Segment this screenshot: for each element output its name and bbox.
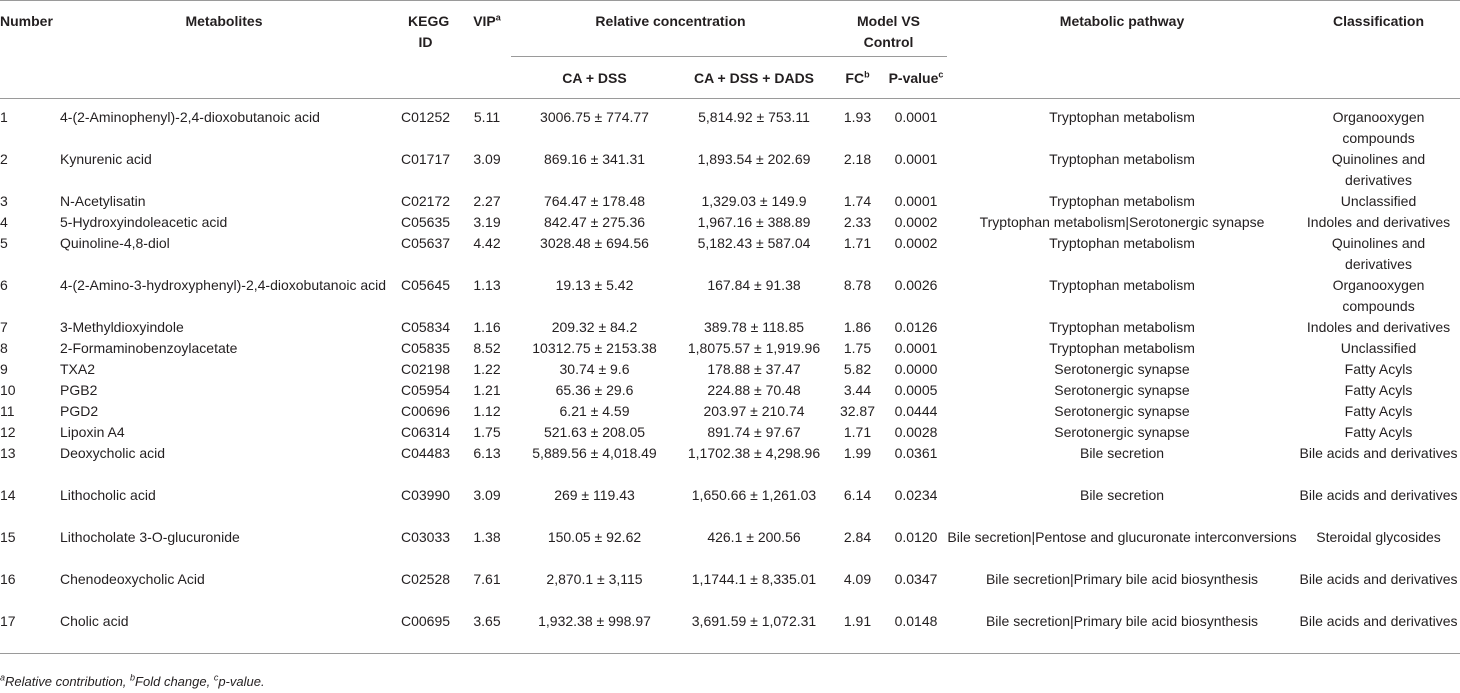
- cell-vip: 5.11: [473, 109, 501, 125]
- table-row: [0, 422, 1460, 443]
- cell-kegg-id: C04483: [400, 445, 451, 461]
- header-ca-dss: CA + DSS: [511, 57, 678, 99]
- cell-ca-dss: 3006.75 ± 774.77: [540, 109, 649, 125]
- header-model-vs-control: Model VS Control: [857, 13, 921, 50]
- cell-ca-dss-dads: 178.88 ± 37.47: [707, 361, 801, 377]
- cell-classification: Steroidal glycosides: [1316, 529, 1441, 545]
- cell-ca-dss: 269 ± 119.43: [554, 487, 635, 503]
- cell-kegg-id: C05635: [400, 214, 451, 230]
- cell-metabolite: PGB2: [60, 382, 98, 398]
- cell-metabolite: TXA2: [60, 361, 96, 377]
- cell-fc: 1.75: [843, 340, 872, 356]
- cell-number: 14: [0, 487, 16, 503]
- cell-metabolite: 3-Methyldioxyindole: [60, 319, 184, 335]
- table-row: [0, 611, 1460, 653]
- cell-ca-dss-dads: 1,8075.57 ± 1,919.96: [687, 340, 821, 356]
- cell-p-value: 0.0126: [894, 319, 938, 335]
- cell-number: 6: [0, 277, 8, 293]
- cell-ca-dss-dads: 1,967.16 ± 388.89: [697, 214, 811, 230]
- cell-ca-dss-dads: 389.78 ± 118.85: [703, 319, 805, 335]
- table-row: [0, 99, 1460, 150]
- cell-pathway: Bile secretion|Primary bile acid biosynthesis: [985, 613, 1259, 629]
- cell-kegg-id: C03990: [400, 487, 451, 503]
- cell-ca-dss: 30.74 ± 9.6: [559, 361, 630, 377]
- cell-fc: 1.74: [843, 193, 872, 209]
- cell-metabolite: Lithocholate 3-O-glucuronide: [60, 529, 240, 545]
- cell-ca-dss: 6.21 ± 4.59: [559, 403, 630, 419]
- table-row: [0, 443, 1460, 485]
- cell-classification: Indoles and derivatives: [1306, 214, 1451, 230]
- cell-fc: 1.91: [843, 613, 872, 629]
- cell-classification: Indoles and derivatives: [1306, 319, 1451, 335]
- cell-ca-dss: 150.05 ± 92.62: [547, 529, 642, 545]
- cell-vip: 3.09: [473, 151, 501, 167]
- cell-fc: 2.84: [843, 529, 872, 545]
- cell-classification: Bile acids and derivatives: [1299, 445, 1458, 461]
- cell-vip: 1.22: [473, 361, 501, 377]
- cell-kegg-id: C00695: [400, 613, 451, 629]
- cell-vip: 1.38: [473, 529, 501, 545]
- cell-vip: 1.75: [473, 424, 501, 440]
- cell-metabolite: Lithocholic acid: [60, 487, 156, 503]
- cell-ca-dss-dads: 5,182.43 ± 587.04: [697, 235, 811, 251]
- cell-p-value: 0.0444: [894, 403, 938, 419]
- cell-number: 10: [0, 382, 16, 398]
- cell-pathway: Serotonergic synapse: [1054, 361, 1190, 377]
- cell-metabolite: Deoxycholic acid: [60, 445, 166, 461]
- table-row: [0, 359, 1460, 380]
- cell-number: 15: [0, 529, 16, 545]
- cell-number: 13: [0, 445, 16, 461]
- cell-kegg-id: C01252: [400, 109, 451, 125]
- cell-classification: Bile acids and derivatives: [1299, 613, 1458, 629]
- cell-classification: Quinolines and derivatives: [1331, 151, 1426, 188]
- cell-number: 9: [0, 361, 8, 377]
- header-metabolic-pathway: Metabolic pathway: [1059, 13, 1185, 29]
- cell-vip: 2.27: [473, 193, 501, 209]
- cell-pathway: Tryptophan metabolism: [1049, 340, 1195, 356]
- cell-fc: 4.09: [843, 571, 872, 587]
- cell-vip: 3.09: [473, 487, 501, 503]
- header-ca-dss-dads: CA + DSS + DADS: [678, 57, 830, 99]
- cell-pathway: Bile secretion: [1079, 487, 1165, 503]
- table-row: [0, 191, 1460, 212]
- cell-classification: Unclassified: [1340, 193, 1417, 209]
- table-header: [0, 1, 1460, 99]
- table-row: [0, 317, 1460, 338]
- cell-fc: 8.78: [843, 277, 872, 293]
- cell-kegg-id: C05954: [400, 382, 451, 398]
- cell-classification: Fatty Acyls: [1344, 361, 1413, 377]
- cell-p-value: 0.0005: [894, 382, 938, 398]
- cell-metabolite: Quinoline-4,8-diol: [60, 235, 170, 251]
- cell-p-value: 0.0001: [894, 151, 938, 167]
- cell-pathway: Tryptophan metabolism|Serotonergic synapse: [979, 214, 1265, 230]
- cell-fc: 1.86: [843, 319, 872, 335]
- cell-fc: 32.87: [839, 403, 876, 419]
- cell-kegg-id: C03033: [400, 529, 451, 545]
- cell-pathway: Tryptophan metabolism: [1049, 277, 1195, 293]
- header-kegg-id: KEGG ID: [408, 13, 450, 50]
- cell-number: 2: [0, 151, 8, 167]
- cell-pathway: Tryptophan metabolism: [1049, 109, 1195, 125]
- cell-fc: 6.14: [843, 487, 872, 503]
- cell-number: 7: [0, 319, 8, 335]
- cell-number: 11: [0, 403, 15, 419]
- cell-fc: 2.18: [843, 151, 872, 167]
- cell-pathway: Tryptophan metabolism: [1049, 319, 1195, 335]
- table-body: [0, 99, 1460, 654]
- cell-kegg-id: C05645: [400, 277, 451, 293]
- table-row: [0, 233, 1460, 275]
- cell-vip: 1.21: [473, 382, 501, 398]
- cell-metabolite: 2-Formaminobenzoylacetate: [60, 340, 238, 356]
- header-vip: VIP$^a$: [473, 12, 501, 29]
- cell-vip: 3.19: [473, 214, 501, 230]
- cell-number: 17: [0, 613, 16, 629]
- cell-classification: Organooxygen compounds: [1332, 277, 1425, 314]
- cell-classification: Fatty Acyls: [1344, 424, 1413, 440]
- cell-p-value: 0.0361: [894, 445, 938, 461]
- cell-ca-dss: 3028.48 ± 694.56: [540, 235, 649, 251]
- cell-ca-dss: 2,870.1 ± 3,115: [546, 571, 643, 587]
- cell-number: 5: [0, 235, 8, 251]
- cell-vip: 6.13: [473, 445, 501, 461]
- table-row: [0, 401, 1460, 422]
- cell-ca-dss: 1,932.38 ± 998.97: [538, 613, 651, 629]
- cell-ca-dss: 10312.75 ± 2153.38: [532, 340, 657, 356]
- cell-ca-dss-dads: 5,814.92 ± 753.11: [698, 109, 810, 125]
- cell-pathway: Serotonergic synapse: [1054, 403, 1190, 419]
- cell-kegg-id: C05637: [400, 235, 451, 251]
- cell-classification: Unclassified: [1340, 340, 1417, 356]
- table-row: [0, 380, 1460, 401]
- cell-number: 12: [0, 424, 16, 440]
- cell-kegg-id: C06314: [400, 424, 451, 440]
- cell-p-value: 0.0026: [894, 277, 938, 293]
- cell-metabolite: 5-Hydroxyindoleacetic acid: [60, 214, 228, 230]
- cell-ca-dss-dads: 3,691.59 ± 1,072.31: [691, 613, 817, 629]
- cell-p-value: 0.0000: [894, 361, 938, 377]
- cell-fc: 5.82: [843, 361, 872, 377]
- cell-classification: Bile acids and derivatives: [1299, 571, 1458, 587]
- cell-ca-dss-dads: 426.1 ± 200.56: [707, 529, 801, 545]
- table-row: [0, 569, 1460, 611]
- cell-pathway: Bile secretion|Pentose and glucuronate interconversions: [947, 529, 1297, 545]
- cell-ca-dss: 842.47 ± 275.36: [543, 214, 646, 230]
- cell-fc: 1.93: [843, 109, 872, 125]
- cell-vip: 1.12: [473, 403, 501, 419]
- table-row: [0, 149, 1460, 191]
- cell-metabolite: Cholic acid: [60, 613, 129, 629]
- cell-metabolite: PGD2: [60, 403, 99, 419]
- cell-ca-dss-dads: 1,893.54 ± 202.69: [697, 151, 811, 167]
- cell-metabolite: 4-(2-Aminophenyl)-2,4-dioxobutanoic acid: [60, 109, 320, 125]
- cell-metabolite: 4-(2-Amino-3-hydroxyphenyl)-2,4-dioxobutanoic acid: [60, 277, 387, 293]
- cell-ca-dss-dads: 224.88 ± 70.48: [707, 382, 801, 398]
- cell-p-value: 0.0001: [894, 193, 938, 209]
- cell-pathway: Serotonergic synapse: [1054, 382, 1190, 398]
- header-metabolites: Metabolites: [185, 13, 263, 29]
- table-row: [0, 527, 1460, 569]
- cell-fc: 1.71: [843, 235, 872, 251]
- cell-p-value: 0.0001: [894, 340, 938, 356]
- table-row: [0, 338, 1460, 359]
- cell-pathway: Bile secretion: [1079, 445, 1165, 461]
- cell-ca-dss-dads: 1,650.66 ± 1,261.03: [691, 487, 817, 503]
- cell-vip: 7.61: [473, 571, 501, 587]
- cell-vip: 1.13: [473, 277, 501, 293]
- cell-vip: 8.52: [473, 340, 501, 356]
- header-number: Number: [0, 13, 53, 29]
- cell-classification: Quinolines and derivatives: [1331, 235, 1426, 272]
- header-relative-concentration: Relative concentration: [595, 13, 746, 29]
- table-row: [0, 485, 1460, 527]
- cell-pathway: Tryptophan metabolism: [1049, 235, 1195, 251]
- cell-p-value: 0.0148: [894, 613, 938, 629]
- cell-classification: Fatty Acyls: [1344, 403, 1413, 419]
- cell-vip: 4.42: [473, 235, 501, 251]
- cell-ca-dss: 209.32 ± 84.2: [551, 319, 638, 335]
- cell-ca-dss: 764.47 ± 178.48: [543, 193, 646, 209]
- cell-classification: Organooxygen compounds: [1332, 109, 1425, 146]
- cell-ca-dss-dads: 1,1702.38 ± 4,298.96: [687, 445, 821, 461]
- cell-kegg-id: C02172: [400, 193, 451, 209]
- cell-number: 1: [0, 109, 8, 125]
- cell-pathway: Serotonergic synapse: [1054, 424, 1190, 440]
- cell-kegg-id: C02528: [400, 571, 451, 587]
- cell-number: 3: [0, 193, 8, 209]
- table-row: [0, 275, 1460, 317]
- cell-metabolite: Kynurenic acid: [60, 151, 152, 167]
- cell-ca-dss-dads: 1,1744.1 ± 8,335.01: [691, 571, 817, 587]
- cell-kegg-id: C02198: [400, 361, 451, 377]
- table-row: [0, 212, 1460, 233]
- header-classification: Classification: [1333, 13, 1425, 29]
- cell-metabolite: Chenodeoxycholic Acid: [60, 571, 205, 587]
- cell-ca-dss: 19.13 ± 5.42: [555, 277, 634, 293]
- cell-p-value: 0.0234: [894, 487, 938, 503]
- cell-ca-dss: 65.36 ± 29.6: [555, 382, 634, 398]
- cell-ca-dss: 869.16 ± 341.31: [543, 151, 646, 167]
- cell-fc: 1.99: [843, 445, 872, 461]
- cell-p-value: 0.0002: [894, 214, 938, 230]
- cell-kegg-id: C05835: [400, 340, 451, 356]
- cell-ca-dss: 521.63 ± 208.05: [543, 424, 646, 440]
- cell-p-value: 0.0120: [894, 529, 938, 545]
- cell-kegg-id: C00696: [400, 403, 451, 419]
- cell-pathway: Tryptophan metabolism: [1049, 151, 1195, 167]
- cell-metabolite: N-Acetylisatin: [60, 193, 146, 209]
- cell-number: 16: [0, 571, 16, 587]
- cell-number: 8: [0, 340, 8, 356]
- cell-fc: 3.44: [843, 382, 872, 398]
- cell-p-value: 0.0001: [894, 109, 938, 125]
- cell-kegg-id: C05834: [400, 319, 451, 335]
- cell-classification: Bile acids and derivatives: [1299, 487, 1458, 503]
- header-fc: $FC^b$: [830, 57, 885, 99]
- cell-ca-dss-dads: 167.84 ± 91.38: [707, 277, 801, 293]
- cell-ca-dss-dads: 1,329.03 ± 149.9: [701, 193, 807, 209]
- cell-fc: 1.71: [843, 424, 872, 440]
- header-p-value: P-value$^c$: [885, 57, 947, 99]
- cell-pathway: Bile secretion|Primary bile acid biosynthesis: [985, 571, 1259, 587]
- cell-p-value: 0.0028: [894, 424, 938, 440]
- cell-p-value: 0.0002: [894, 235, 938, 251]
- cell-kegg-id: C01717: [400, 151, 451, 167]
- cell-ca-dss-dads: 203.97 ± 210.74: [703, 403, 805, 419]
- cell-ca-dss: 5,889.56 ± 4,018.49: [532, 445, 657, 461]
- cell-classification: Fatty Acyls: [1344, 382, 1413, 398]
- table-footnote: $^a$Relative contribution, $^b$Fold change, $^c$p-value.: [0, 672, 265, 689]
- cell-ca-dss-dads: 891.74 ± 97.67: [707, 424, 801, 440]
- cell-vip: 3.65: [473, 613, 501, 629]
- cell-fc: 2.33: [843, 214, 872, 230]
- cell-vip: 1.16: [473, 319, 501, 335]
- cell-number: 4: [0, 214, 8, 230]
- cell-metabolite: Lipoxin A4: [60, 424, 125, 440]
- cell-pathway: Tryptophan metabolism: [1049, 193, 1195, 209]
- cell-p-value: 0.0347: [894, 571, 938, 587]
